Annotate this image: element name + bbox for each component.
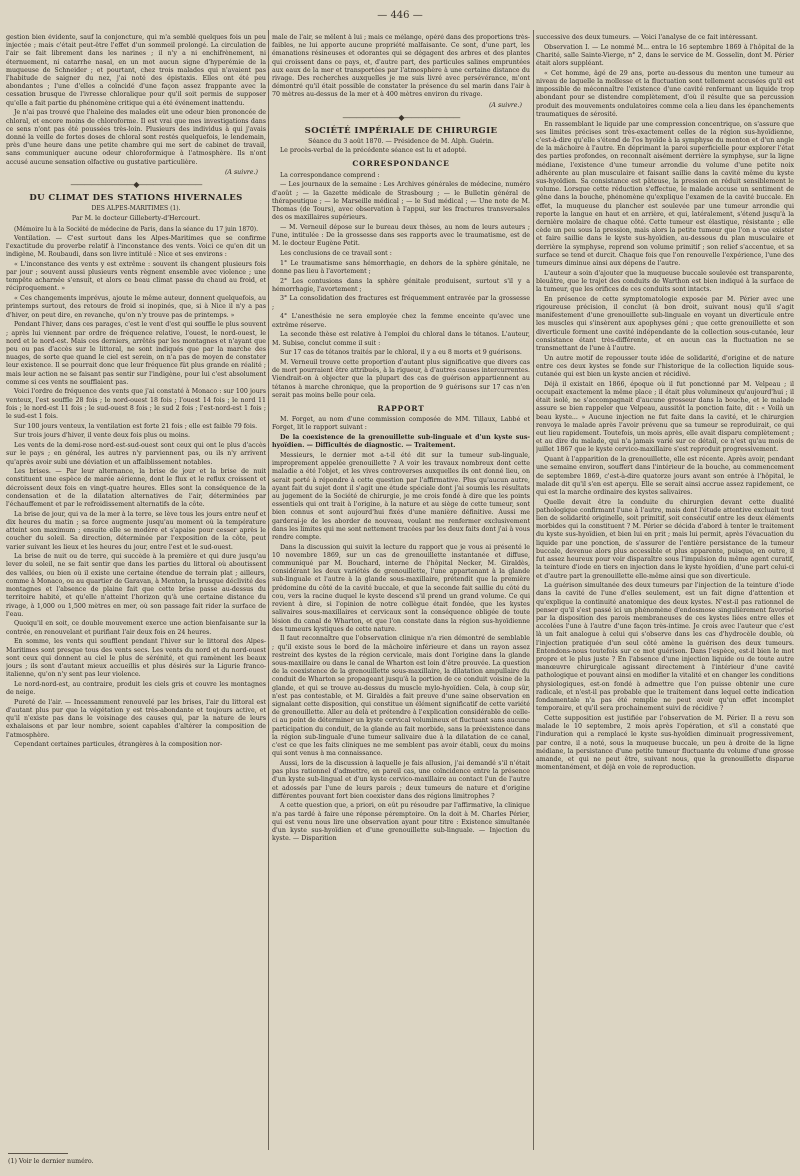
paragraph: En somme, les vents qui soufflent pendant l'hiver sur le littoral des Alpes-Maritimes sont presque tous des vents secs. Les vents du nord et du nord-ouest sont ceux qui donnent au ciel le plus de sérénité, et qui ramènent les beaux jours ; ils sont d'autant mieux accueillis et plus désirés sur la Ligurie franco-italienne, qu'on n'y sent pas leur violence. — [6, 638, 266, 679]
column-middle — [272, 34, 530, 1144]
paragraph: La brise de jour, qui va de la mer à la terre, se lève tous les jours entre neuf et dix heures du matin ; sa force augmente jusqu'au moment où la température atteint son maximum ; ensuite elle se modère et s'apaise pour cesser après le coucher du soleil. Sa direction, déterminée par l'exposition de la côte, peut varier suivant les lieux et les heures du jour, entre l'est et le sud-ouest. — [6, 510, 266, 551]
footnote-rule — [8, 1153, 68, 1154]
ornament-divider: ————————◆———————— — [342, 112, 460, 122]
paragraph: « Ces changements imprévus, ajoute le même auteur, donnent quelquefois, au printemps surtout, des retours de froid si inopinés, que, si à Nice il n'y a pas d'hiver, on peut dire, en revanche, qu'on n'y trouve pas de printemps. » — [6, 295, 266, 319]
paragraph: Les conclusions de ce travail sont : — [280, 249, 392, 257]
paragraph: La guérison simultanée des deux tumeurs par l'injection de la teinture d'iode dans la cavité de l'une d'elles seulement, est un fait digne d'attention et qu'explique la continuité anatomique des deux kystes. N'est-il pas rationnel de penser qu'il s'est passé ici un phénomène d'endosmose singulièrement favorisé par la disposition des parois membraneuses de ces kystes liées entre elles et accolées l'une à l'autre d'une façon très-intime. Je crois avec l'auteur que c'est là un fait analogue à celui qui s'observe dans les cas d'hydrocèle double, où l'injection pratiquée d'un seul côté amène la guérison des deux tumeurs. Entendons-nous toutefois sur ce mot guérison. Dans l'espèce, est-il bien le mot propre et le plus juste ? En l'absence d'une injection liquide ou de toute autre manœuvre chirurgicale agissant directement à l'intérieur d'une cavité pathologique et pouvant ainsi en modifier la vitalité et en changer les conditions physiologiques, est-on fondé à admettre que l'on puisse obtenir une cure radicale, et n'est-il pas probable que le traitement dans lequel cette indication fondamentale n'a pas été remplie ne peut avoir qu'un effet incomplet temporaire, et qu'il sera prochainement suivi de récidive ? — [536, 582, 794, 713]
paragraph: M. Verneuil trouve cette proportion d'autant plus significative que divers cas de mort pourraient être attribués, à la rigueur, à d'autres causes intercurrentes. Viendrait-on à objecter que la plupart des cas de guérison appartiennent au tétanos à marche chronique, que la proportion de 9 guérisons sur 17 cas n'en serait pas moins belle pour cela. — [272, 358, 530, 399]
paragraph: successive des deux tumeurs. — Voici l'analyse de ce fait intéressant. — [536, 34, 758, 41]
column-divider — [268, 30, 269, 1150]
footnote: (1) Voir le dernier numéro. — [8, 1158, 94, 1165]
paragraph: Cette supposition est justifiée par l'observation de M. Périer. Il a revu son malade le 10 septembre, 2 mois après l'opération, et s'il a constaté que l'induration qui a remplacé le kyste sus-hyoïdien diminuait progressivement, par contre, il a noté, sous la muqueuse buccale, un peu à droite de la ligne médiane, la persistance d'une petite tumeur fluctuante du volume d'une grosse amande, et qui ne peut être, suivant nous, que la grenouillette disparue momentanément, et déjà en voie de reproduction. — [536, 714, 794, 772]
paragraph: La brise de nuit ou de terre, qui succède à la première et qui dure jusqu'au lever du soleil, ne se fait sentir que dans les parties du littoral où aboutissent des vallées, ou bien où il existe une certaine étendue de terrain plat ; ailleurs, comme à Monaco, ou au quartier de Garavan, à Menton, la brusque déclivité des montagnes et l'absence de plaine fait que cette brise passe au-dessus du territoire habité, et qu'elle n'atteint l'horizon qu'à une certaine distance du rivage, à 1,000 ou 1,500 mètres en mer, où son passage fait rider la surface de l'eau. — [6, 553, 266, 618]
paragraph: Quelle devait être la conduite du chirurgien devant cette dualité pathologique confirmant l'une à l'autre, mais dont l'étude attentive excluait tout lien de solidarité originelle, soit primitif, soit consécutif entre les deux éléments morbides qui la constituent ? M. Périer se décida d'abord à tenter le traitement du kyste sus-hyoïdien, et bien lui en prit ; mais lui permit, après l'évacuation du liquide par une ponction, de s'assurer de l'entière persistance de la tumeur buccale, devenue alors plus accessible et plus apparente, puisque, en outre, il fut assez heureux pour voir disparaître sous l'impulsion du même agent curatif, la teinture d'iode en tiers en injection dans le kyste hyoïdien, d'une part celui-ci et d'autre part la grenouillette elle-même ainsi que son diverticule. — [536, 498, 794, 580]
paragraph: 2° Les contusions dans la sphère génitale produisent, surtout s'il y a hémorrhagie, l'avortement ; — [272, 277, 530, 293]
paragraph: — Les journaux de la semaine : Les Archives générales de médecine, numéro d'août ; — la Gazette médicale de Strasbourg ; — le Bulletin général de thérapeutique ; — le Marseille médical ; — le Sud médical ; — Une note de M. Thomas (de Tours), avec observation à l'appui, sur les fractures transversales des os maxillaires supérieurs. — [272, 181, 530, 222]
paragraph: Les brises. — Par leur alternance, la brise de jour et la brise de nuit constituent une espèce de marée aérienne, dont le flux et le reflux croissent et décroissent deux fois en vingt-quatre heures. Elles sont la conséquence de la condensation et de la dilatation alternatives de l'air, déterminées par l'échauffement et par le refroidissement alternatifs de la côte. — [6, 468, 266, 509]
paragraph: Sur 100 jours venteux, la ventilation est forte 21 fois ; elle est faible 79 fois. — [14, 422, 258, 430]
paragraph: 1° Le traumatisme sans hémorrhagie, en dehors de la sphère génitale, ne donne pas lieu à l'avortement ; — [272, 259, 530, 275]
paragraph: « L'inconstance des vents y est extrême : souvent ils changent plusieurs fois par jour ; souvent aussi plusieurs vents règnent ensemble avec violence ; une tempête acharnée s'ensuit, et alors ce beau climat passe du chaud au froid, et réciproquement. » — [6, 260, 266, 293]
paragraph: Observation I. — Le nommé M... entra le 16 septembre 1869 à l'hôpital de la Charité, salle Sainte-Vierge, n° 2, dans le service de M. Gosselin, dont M. Périer était alors suppléant. — [536, 43, 794, 68]
paragraph: Ventilation. — C'est surtout dans les Alpes-Maritimes que se confirme l'exactitude du proverbe relatif à l'inconstance des vents. Voici ce qu'en dit un indigène, M. Roubaudi, dans son livre intitulé : Nice et ses environs : — [6, 234, 266, 259]
paragraph: La correspondance comprend : — [280, 171, 380, 179]
paragraph: Je n'ai pas trouvé que l'haleine des malades eût une odeur bien prononcée de chloral, et encore moins de chloroforme. Il est vrai que mes investigations dans ce sens n'ont pas été poussées très-loin. Plusieurs des individus à qui j'avais donné la veille de fortes doses de chloral sont restés quelquefois, le lendemain, près d'une heure dans une petite chambre qui me sert de cabinet de travail, sans communiquer aucune odeur chloroformique à l'atmosphère. Ils n'ont accusé aucune sensation olfactive ou gustative particulière. — [6, 109, 266, 166]
paragraph: En rassemblant le liquide par une compression concentrique, on s'assure que ses limites précises sont très-exactement celles de la région sus-hyoïdienne, c'est-à-dire qu'elle s'étend de l'os hyoïde à la symphyse du menton et d'un angle de la mâchoire à l'autre. En déprimant la paroi superficielle pour explorer l'état des parties profondes, on reconnaît aisément derrière la symphyse, sur la ligne médiane, l'existence d'une tumeur arrondie du volume d'une petite noix adhérente au plan musculaire et faisant saillie dans la cavité même du kyste sus-hyoïdien. Sa consistance est pâteuse, la pression en réduit sensiblement le volume. Lorsque cette réduction s'effectue, le malade accuse un sentiment de gêne dans la bouche, phénomène qu'explique l'examen de la cavité buccale. En effet, la muqueuse du plancher est soulevée par une tumeur arrondie qui reporte la langue en haut et en arrière, et qui, latéralement, s'étend jusqu'à la dernière molaire de chaque côté. Cette tumeur est élastique, résistante ; elle cède un peu sous la pression, mais alors la petite tumeur que l'on a vue exister et faire saillie dans le kyste sus-hyoïdien, au-dessous du plan musculaire et derrière la symphyse, reprend son volume primitif ; son relief s'accentue, et sa surface se tend et durcit. Chaque fois que l'on renouvelle l'expérience, l'une des tumeurs diminue ainsi aux dépens de l'autre. — [536, 120, 794, 267]
paragraph: Aussi, lors de la discussion à laquelle je fais allusion, j'ai demandé s'il n'était pas plus rationnel d'admettre, en pareil cas, une coïncidence entre la présence d'un kyste sub-lingual et d'un kyste cervico-maxillaire au contact l'un de l'autre et adossés par l'une de leurs parois ; deux tumeurs de nature et d'origine différentes pouvant fort bien coexister dans des régions limitrophes ? — [272, 759, 530, 800]
paragraph: 4° L'anesthésie ne sera employée chez la femme enceinte qu'avec une extrême réserve. — [272, 313, 530, 329]
page-number: — 446 — — [377, 10, 423, 21]
paragraph: Le procès-verbal de la précédente séance est lu et adopté. — [280, 147, 467, 155]
paragraph: Les vents de la demi-rose nord-est-sud-ouest sont ceux qui ont le plus d'accès sur le pays ; en général, les autres n'y parviennent pas, ou ils n'y arrivent qu'après avoir subi une déviation et un affaiblissement notables. — [6, 442, 266, 466]
paragraph: 3° La consolidation des fractures est fréquemment entravée par la grossesse ; — [272, 295, 530, 311]
paragraph: Pendant l'hiver, dans ces parages, c'est le vent d'est qui souffle le plus souvent ; après lui viennent par ordre de fréquence relative, l'ouest, le nord-ouest, le nord et le nord-est. Mais ces derniers, arrêtés par les montagnes et n'ayant que peu ou pas d'accès sur le littoral, ne sont indiqués que par la marche des nuages, de sorte que quand le ciel est serein, on n'a pas de moyen de constater leur existence. Il se pourrait donc que leur fréquence fût plus grande en réalité ; mais leur action ne se faisant pas sentir sur l'indigène, pour lui c'est absolument comme si ces vents ne soufflaient pas. — [6, 321, 266, 386]
column-right — [536, 34, 794, 1144]
paragraph: Dans la discussion qui suivit la lecture du rapport que je vous ai présenté le 10 novembre 1869, sur un cas de grenouillette instantanée et diffuse, communiqué par M. Bouchard, interne de l'hôpital Necker, M. Giraldès, considérant les deux variétés de grenouillette, l'une appartenant à la glande sub-linguale et l'autre à la glande sous-maxillaire, prétendit que la première prédomine du côté de la cavité buccale, et que la seconde fait saillie du côté du cou, vers la racine duquel le kyste descend s'il prend un grand volume. Ce qui revient à dire, si l'opinion de notre collègue était fondée, que les kystes salivaires sous-maxillaires et cervicaux sont la conséquence obligée de toute lésion du canal de Wharton, et que l'on constate dans la région sus-hyoïdienne des tumeurs kystiques de cette nature. — [272, 543, 530, 633]
paragraph: gestion bien évidente, sauf la conjoncture, qui m'a semblé quelques fois un peu injectée ; mais c'était peut-être l'effet d'un sommeil prolongé. La circulation de l'air se fait librement dans les narines ; il n'y a ni enchifrènement, ni éternuement, ni catarrhe nasal, en un mot aucun signe d'hyperémie de la muqueuse de Schneider ; et pourtant, chez trois malades qui n'avaient pas l'habitude de saigner du nez, j'ai noté des épistaxis. Elles ont été peu abondantes ; l'une d'elles a coïncidé d'une façon assez frappante avec la cessation brusque de l'ivresse chloralique pour qu'il soit permis de supposer qu'elle a fait partie du phénomène critique qui a été événement inattendu. — [6, 34, 266, 107]
to-be-continued: (A suivre.) — [224, 168, 258, 176]
session-line: Séance du 3 août 1870. — Présidence de M. Alph. Guérin. — [308, 138, 494, 146]
paragraph: Voici l'ordre de fréquence des vents que j'ai constaté à Monaco : sur 100 jours venteux, l'est souffle 28 fois ; le nord-ouest 18 fois ; l'ouest 14 fois ; le nord 11 fois ; le nord-est 11 fois ; le sud-ouest 8 fois ; le sud 2 fois ; l'est-nord-est 1 fois ; le sud-est 1 fois. — [6, 388, 266, 421]
paragraph: Quoiqu'il en soit, ce double mouvement exerce une action bienfaisante sur la contrée, en renouvelant et purifiant l'air deux fois en 24 heures. — [6, 620, 266, 636]
paragraph: En présence de cette symptomatologie exposée par M. Périer avec une rigoureuse précision, il conclut (à bon droit, suivant nous) qu'il s'agit manifestement d'une grenouillette sub-linguale en voyant un diverticule entre les muscles qui s'insèrent aux apophyses géni ; que cette grenouillette et son diverticule forment une cavité indépendante de la collection sous-cutanée, leur consistance étant très-différente, et en aucun cas la fluctuation ne se transmettant de l'une à l'autre. — [536, 295, 794, 353]
report-title: De la coexistence de la grenouillette sub-linguale et d'un kyste sus-hyoïdien. — Difficultés de diagnostic. — Traitement. — [272, 434, 530, 450]
column-divider — [533, 30, 534, 1150]
paragraph: Le nord-nord-est, au contraire, produit les ciels gris et couvre les montagnes de neige. — [6, 680, 266, 697]
article-author: Par M. le docteur Gilleberty-d'Hercourt. — [71, 215, 201, 223]
paragraph: Déjà il existait en 1866, époque où il fut ponctionné par M. Velpeau ; il occupait exactement la même place ; il était plus volumineux qu'aujourd'hui ; il était isolé, ne s'accompagnait d'aucune grosseur dans la bouche, et le malade assure se bien rappeler que Velpeau, aussitôt la ponction faite, dit : « Voilà un beau kyste... » Aucune injection ne fut faite dans la cavité, et le chirurgien renvoya le malade après l'avoir prévenu que sa tumeur se reproduirait, ce qui eut lieu rapidement. Toutefois, un mois après, elle avait disparu complètement ; et au dire du malade, qui n'a jamais varié sur ce détail, ce n'est qu'au mois de juillet 1867 que le kyste cervico-maxillaire s'est reproduit progressivement. — [536, 380, 794, 454]
paragraph: Cependant certaines particules, étrangères à la composition nor- — [14, 741, 223, 749]
paragraph: Sur trois jours d'hiver, il vente deux fois plus ou moins. — [14, 432, 191, 440]
ornament-divider: —————————◆————————— — [70, 179, 202, 189]
paragraph: L'auteur a soin d'ajouter que la muqueuse buccale soulevée est transparente, bleuâtre, que le trajet des conduits de Warthon est bien indiqué à la surface de la tumeur, que les orifices de ces conduits sont intacts. — [536, 269, 794, 294]
article-subtitle: DES ALPES-MARITIMES (1). — [91, 205, 181, 213]
paragraph: male de l'air, se mêlent à lui ; mais ce mélange, opéré dans des proportions très-faibles, ne lui apporte aucune propriété malfaisante. Ce sont, d'une part, les émanations résineuses et odorantes qui se dégagent des arbres et des plantes qui croissent dans ce pays, et, d'autre part, des particules salines empruntées aux eaux de la mer et transportées par l'atmosphère à une certaine distance du rivage. Des recherches auxquelles je me suis livré avec persévérance, m'ont démontré qu'il était possible de constater la présence du sel marin dans l'air à 70 mètres au-dessus de la mer et à 400 mètres environ du rivage. — [272, 34, 530, 99]
article-note: (Mémoire lu à la Société de médecine de Paris, dans la séance du 17 juin 1870). — [13, 225, 259, 233]
paragraph: Pureté de l'air. — Incessamment renouvelé par les brises, l'air du littoral est d'autant plus pur que la végétation y est très-abondante et toujours active, et qu'il n'existe pas dans le voisinage des causes qui, par la nature de leurs exhalaisons et par leur nombre, soient capables d'altérer la composition de l'atmosphère. — [6, 698, 266, 739]
to-be-continued: (A suivre.) — [488, 101, 522, 109]
paragraph: La seconde thèse est relative à l'emploi du chloral dans le tétanos. L'auteur, M. Subise, conclut comme il suit : — [272, 331, 530, 347]
section-heading: RAPPORT — [377, 403, 425, 413]
section-heading: CORRESPONDANCE — [352, 159, 450, 169]
column-left — [6, 34, 266, 1144]
society-title: SOCIÉTÉ IMPÉRIALE DE CHIRURGIE — [304, 126, 498, 137]
paragraph: Messieurs, le dernier mot a-t-il été dit sur la tumeur sub-linguale, improprement appelée grenouillette ? A voir les travaux nombreux dont cette maladie a été l'objet, et les vives controverses auxquelles ils ont donné lieu, on serait porté à répondre à cette question par l'affirmative. Plus qu'aucun autre, ayant fait du sujet dont il s'agit une étude spéciale dont j'ai soumis les résultats au jugement de la Société de chirurgie, je me crois fondé à dire que les points essentiels qui ont trait à l'origine, à la nature et au siège de cette tumeur, sont bien connus et sont aujourd'hui fixés d'une manière définitive. Aussi me garderai-je de les aborder de nouveau, voulant me renfermer exclusivement dans les limites qui me sont nettement tracées par les deux faits dont j'ai à vous rendre compte. — [272, 451, 530, 541]
article-title: DU CLIMAT DES STATIONS HIVERNALES — [29, 193, 243, 204]
paragraph: Sur 17 cas de tétanos traités par le chloral, il y a eu 8 morts et 9 guérisons. — [280, 349, 522, 357]
paragraph: — M. Verneuil dépose sur le bureau deux thèses, au nom de leurs auteurs ; l'une, intitulée : De la grossesse dans ses rapports avec le traumatisme, est de M. le docteur Eugène Petit. — [272, 223, 530, 248]
paragraph: A cette question que, a priori, on eût pu résoudre par l'affirmative, la clinique n'a pas tardé à faire une réponse péremptoire. On la doit à M. Charles Périer, qui est venu nous lire une observation ayant pour titre : Existence simultanée d'un kyste sus-hyoïdien et d'une grenouillette sub-linguale. — Injection du kyste. — Disparition — [272, 802, 530, 843]
paragraph: Un autre motif de repousser toute idée de solidarité, d'origine et de nature entre ces deux kystes se fonde sur l'historique de la collection liquide sous-cutanée qui est bien un kyste ancien et récidivé. — [536, 354, 794, 379]
paragraph: « Cet homme, âgé de 29 ans, porte au-dessous du menton une tumeur au niveau de laquelle la mollesse et la fluctuation sont tellement accusées qu'il est impossible de méconnaître l'existence d'une cavité renfermant un liquide trop abondant pour se distendre complètement, d'où il résulte que sa percussion produit des mouvements ondulatoires comme cela a lieu dans les épanchements traumatiques de sérosité. — [536, 69, 794, 118]
paragraph: Quant à l'apparition de la grenouillette, elle est récente. Après avoir, pendant une semaine environ, souffert dans l'intérieur de la bouche, au commencement de septembre 1869, c'est-à-dire quatorze jours avant son entrée à l'hôpital, le malade dit qu'il s'en est aperçu. Elle se serait ainsi accrue assez rapidement, ce qui est la marche ordinaire des kystes salivaires. — [536, 456, 794, 496]
paragraph: M. Forget, au nom d'une commission composée de MM. Tillaux, Labbé et Forget, lit le rapport suivant : — [272, 416, 530, 432]
paragraph: Il faut reconnaître que l'observation clinique n'a rien démontré de semblable ; qu'il existe sous le bord de la mâchoire inférieure et dans un rayon assez restreint des kystes de la région cervicale, mais dont l'origine dans la glande sous-maxillaire ou dans le canal de Wharton est loin d'être prouvée. La question de la coexistence de la grenouillette sous-maxillaire, la dilatation ampullaire du conduit de Wharton se propageant jusqu'à la portion de ce conduit voisine de la glande, et qui se trouve au-dessus du muscle mylo-hyoïdien. Cela, à coup sûr, n'est pas contestable, et M. Giraldès a fait preuve d'une saine observation en signalant cette disposition, qui constitue un élément significatif de cette variété de grenouillette. Aller au delà et prétendre à l'explication considérable de celle-ci au point de déterminer un kyste cervical volumineux et fluctuant sans aucune participation du conduit, de la glande au fait morbide, sans la préexistence dans la région sub-linguale d'une tumeur salivaire due à la dilatation de ce canal, c'est ce que les faits cliniques ne me semblent pas avoir établi, ceux du moins qui sont venus à ma connaissance. — [272, 635, 530, 758]
